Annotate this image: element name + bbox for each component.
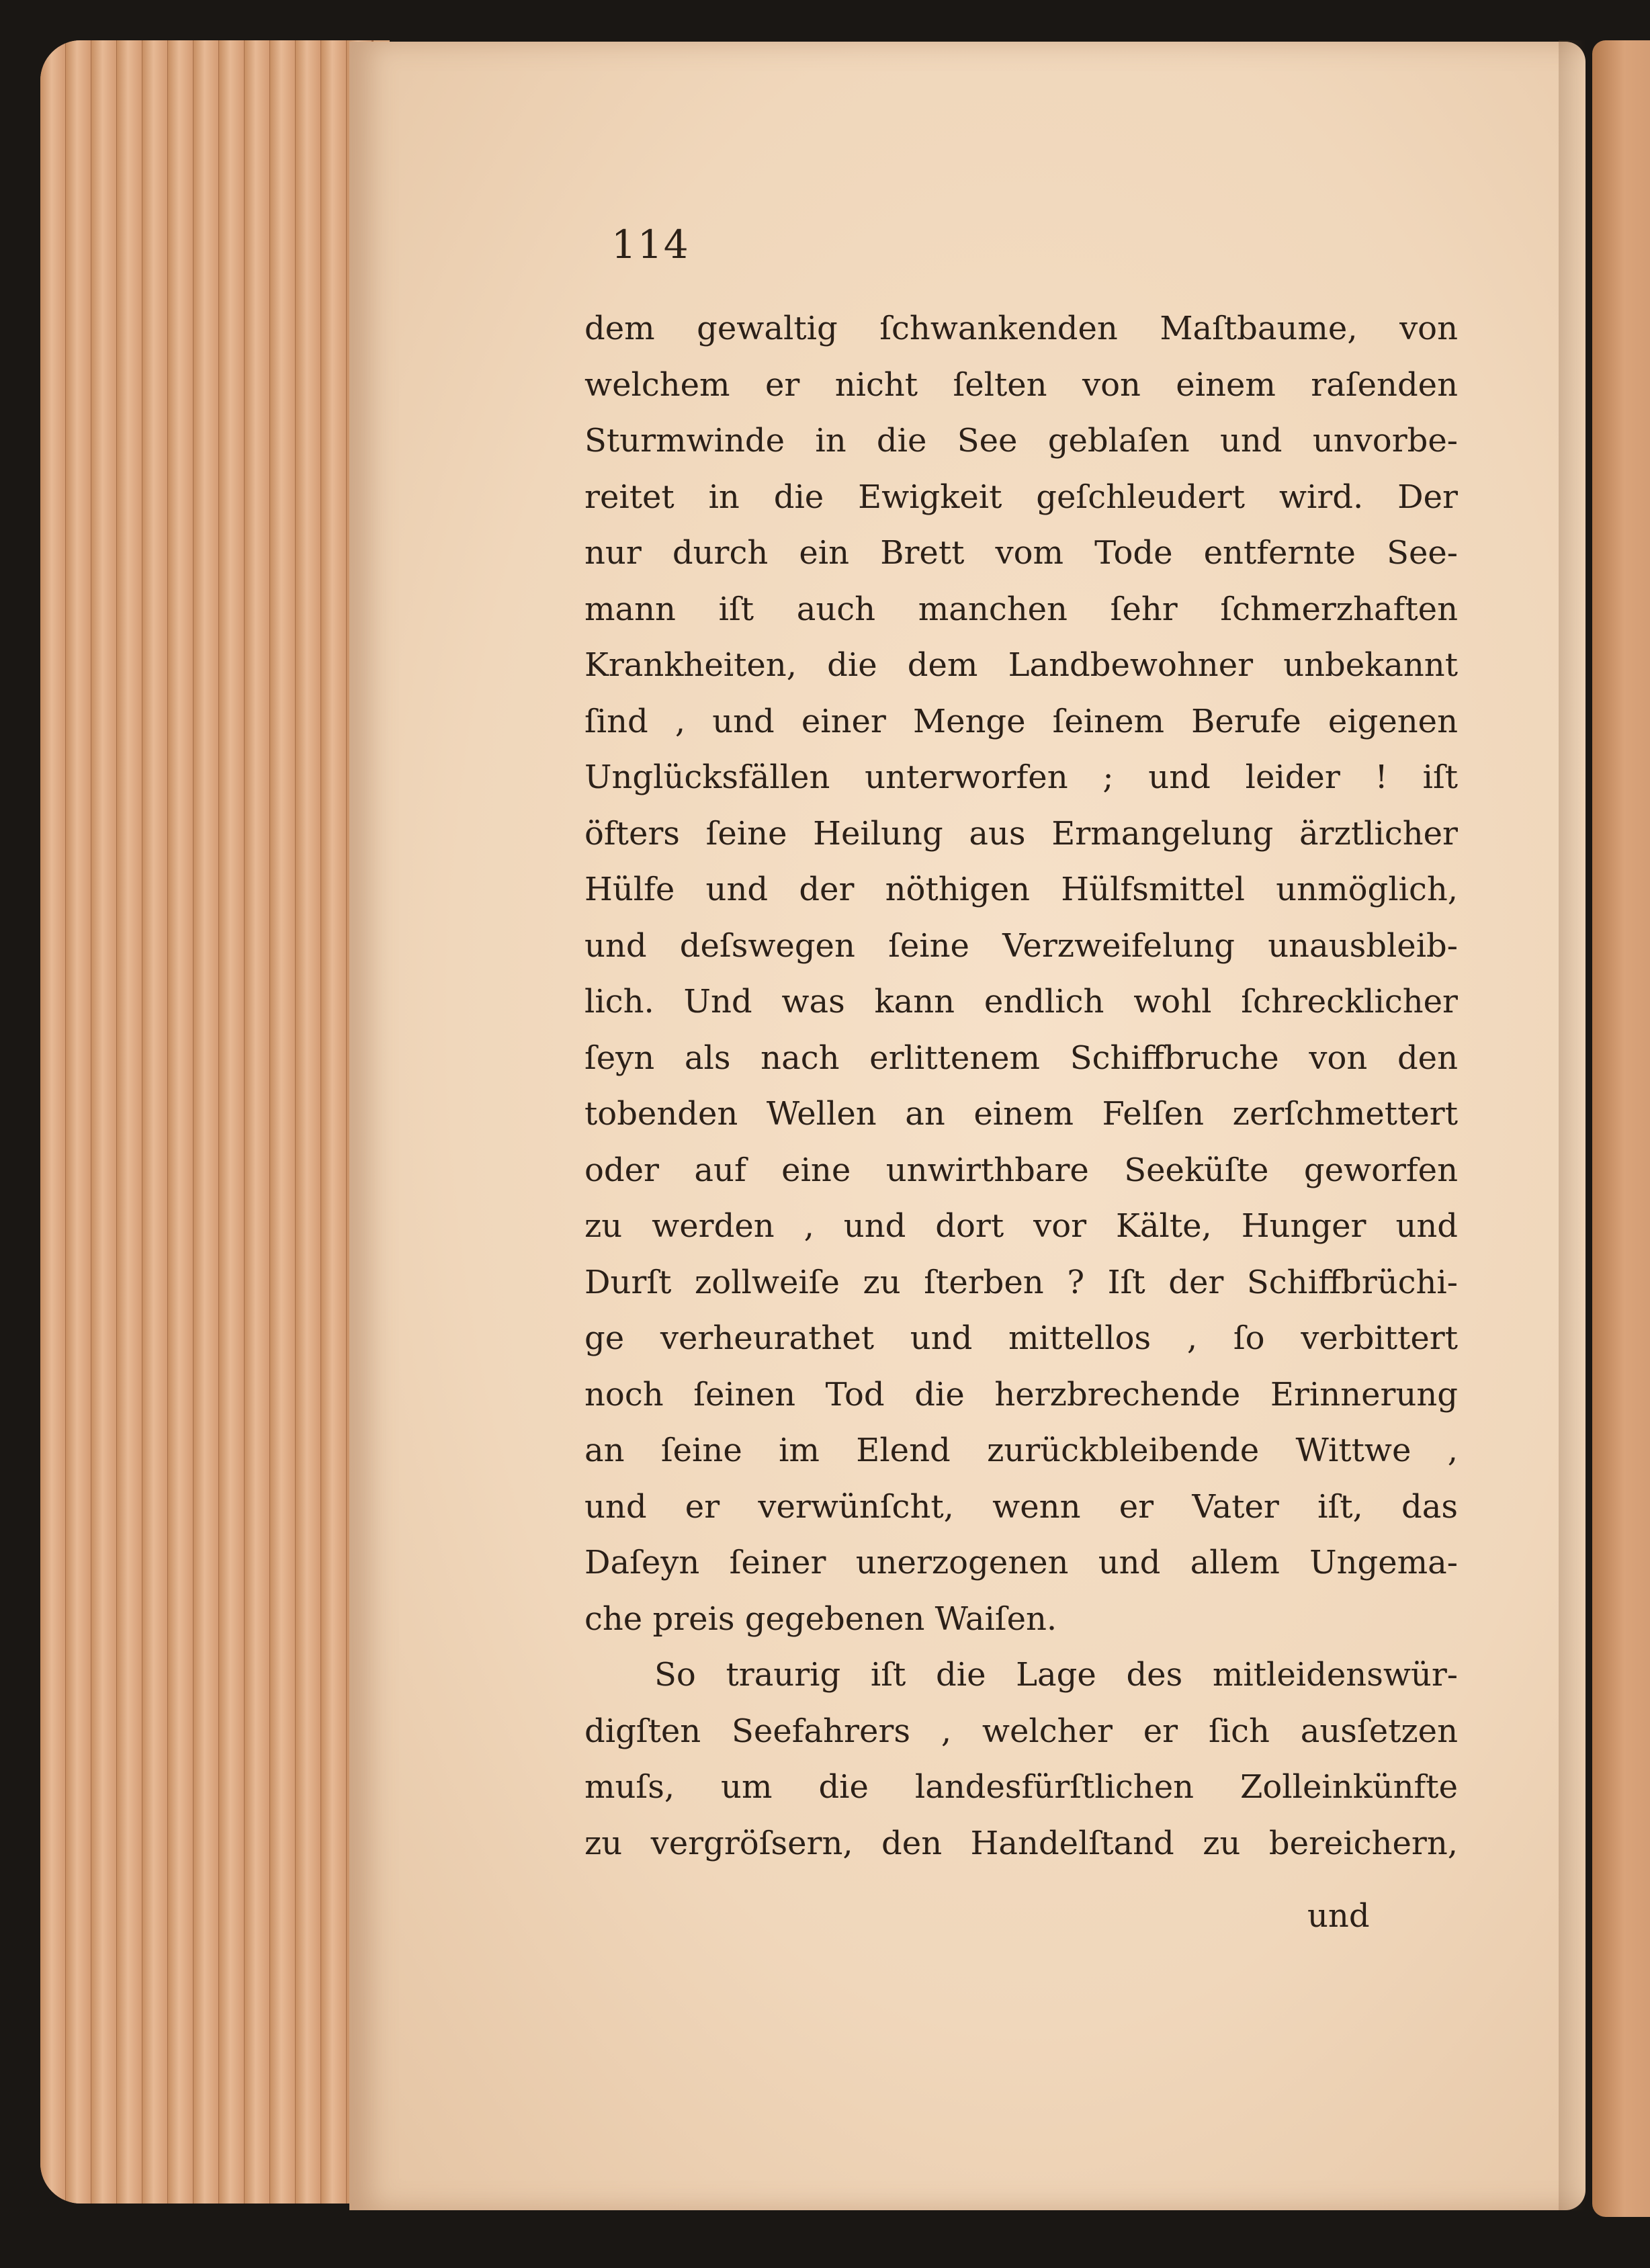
text-line: welchem er nicht ſelten von einem raſenden xyxy=(584,365,1458,404)
text-line: tobenden Wellen an einem Felſen zerſchmettert xyxy=(584,1095,1458,1133)
text-line: mann iſt auch manchen ſehr ſchmerzhaften xyxy=(584,590,1458,628)
text-line: öfters ſeine Heilung aus Ermangelung ärztlicher xyxy=(584,814,1458,853)
text-line: ſeyn als nach erlittenem Schiffbruche von den xyxy=(584,1039,1458,1077)
page-edge xyxy=(296,40,322,2204)
text-line: Unglücksfällen unterworfen ; und leider ! iſt xyxy=(584,758,1458,796)
catchword: und xyxy=(1307,1897,1370,1935)
page-number: 114 xyxy=(611,222,690,267)
page-edge xyxy=(91,40,118,2204)
page-edge xyxy=(245,40,271,2204)
text-line: nur durch ein Brett vom Tode entfernte See- xyxy=(584,534,1458,572)
page-edges xyxy=(40,40,390,2204)
page-edge xyxy=(66,40,93,2204)
text-line: So traurig iſt die Lage des mitleidenswür- xyxy=(654,1656,1458,1694)
text-line: zu werden , und dort vor Kälte, Hunger und xyxy=(584,1207,1458,1245)
text-line: Krankheiten, die dem Landbewohner unbekannt xyxy=(584,646,1458,684)
text-line: muſs, um die landesfürſtlichen Zolleinkünfte xyxy=(584,1768,1458,1806)
page-edge xyxy=(40,40,67,2204)
text-line: Daſeyn ſeiner unerzogenen und allem Ungema- xyxy=(584,1544,1458,1581)
text-line: dem gewaltig ſchwankenden Maſtbaume, von xyxy=(584,310,1458,347)
page-edge xyxy=(168,40,195,2204)
text-line: reitet in die Ewigkeit geſchleudert wird. Der xyxy=(584,478,1458,516)
text-line: Hülfe und der nöthigen Hülfsmittel unmöglich, xyxy=(584,871,1458,908)
text-line: Durſt zollweiſe zu ſterben ? Iſt der Schiffbrüchi- xyxy=(584,1263,1458,1301)
text-line: digſten Seefahrers , welcher er ſich ausſetzen xyxy=(584,1712,1458,1750)
page-edge xyxy=(270,40,297,2204)
page-edge xyxy=(193,40,220,2204)
text-line: ge verheurathet und mittellos , ſo verbittert xyxy=(584,1319,1458,1357)
page-edge xyxy=(321,40,348,2204)
text-line: lich. Und was kann endlich wohl ſchrecklicher xyxy=(584,983,1458,1020)
page-edge xyxy=(219,40,246,2204)
next-page-edge xyxy=(1592,40,1650,2217)
page-edge xyxy=(142,40,169,2204)
text-line: und er verwünſcht, wenn er Vater iſt, das xyxy=(584,1487,1458,1526)
body-text xyxy=(584,301,1458,1872)
text-line: oder auf eine unwirthbare Seeküſte geworfen xyxy=(584,1151,1458,1189)
text-line: Sturmwinde in die See geblaſen und unvorbe- xyxy=(584,422,1458,460)
text-line: che preis gegebenen Waiſen. xyxy=(584,1600,1057,1638)
page-edge xyxy=(117,40,144,2204)
text-line: zu vergröſsern, den Handelſtand zu bereichern, xyxy=(584,1824,1458,1862)
text-line: ſind , und einer Menge ſeinem Berufe eigenen xyxy=(584,702,1458,740)
text-line: an ſeine im Elend zurückbleibende Wittwe , xyxy=(584,1432,1458,1469)
page-gutter-shadow xyxy=(1559,40,1586,2210)
text-line: noch ſeinen Tod die herzbrechende Erinnerung xyxy=(584,1375,1458,1413)
text-line: und deſswegen ſeine Verzweifelung unausbleib- xyxy=(584,926,1458,965)
